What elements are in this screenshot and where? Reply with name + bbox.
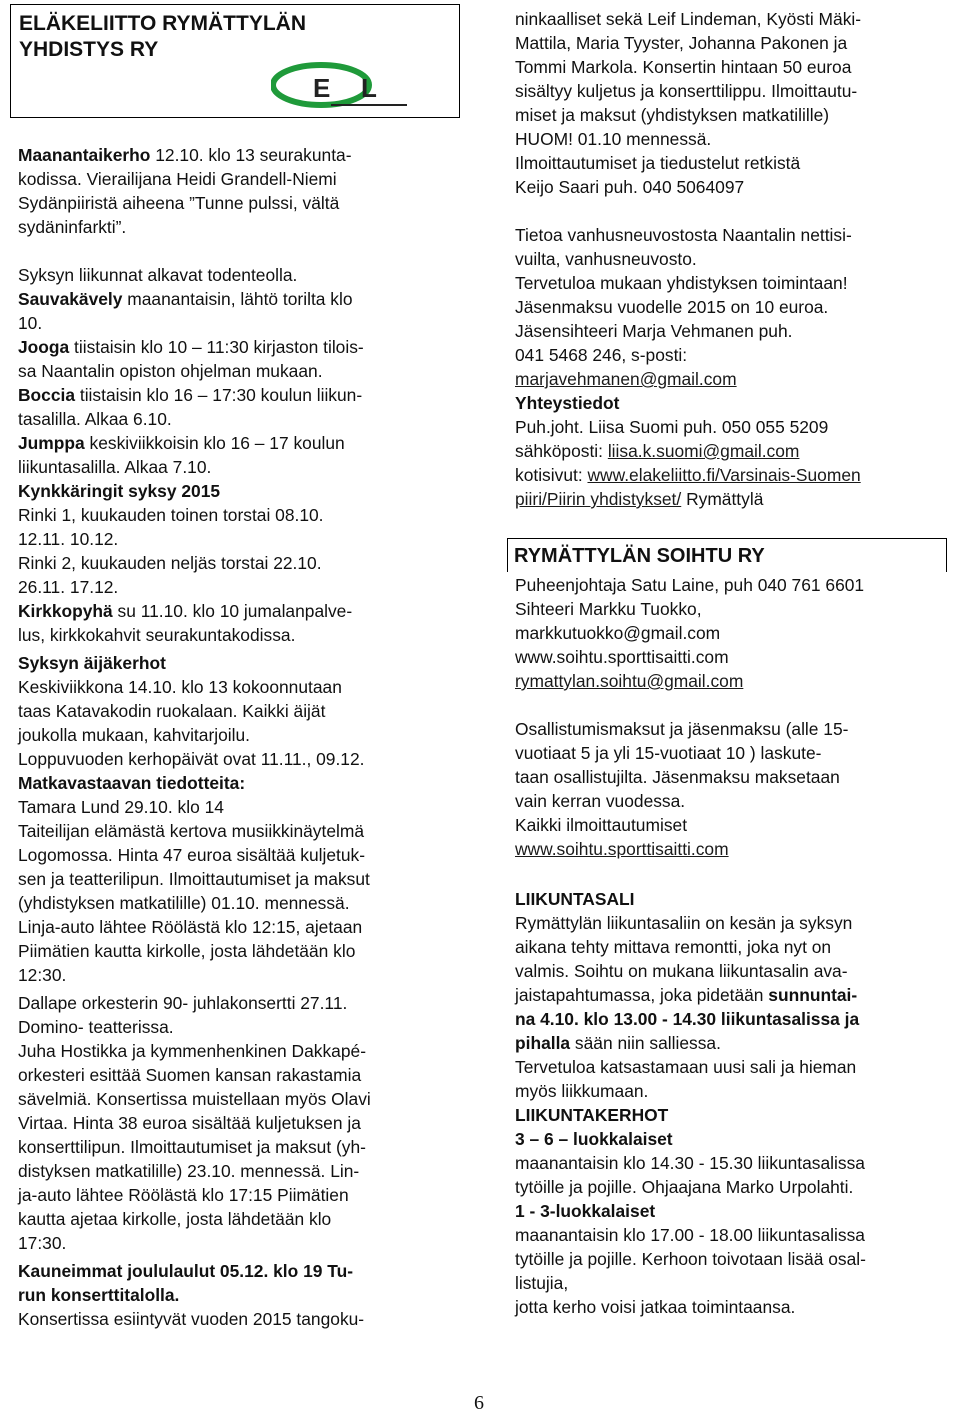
right-text-line: Mattila, Maria Tyyster, Johanna Pakonen ja <box>515 33 848 53</box>
right-text-line: Jäsenmaksu vuodelle 2015 on 10 euroa. <box>515 297 829 317</box>
link[interactable]: marjavehmanen@gmail.com <box>515 369 737 389</box>
soihtu-header-box <box>507 538 947 572</box>
right-text-line: maanantaisin klo 17.00 - 18.00 liikuntasalissa <box>515 1225 865 1245</box>
left-text-line: (yhdistyksen matkatilille) 01.10. mennessä. <box>18 893 350 913</box>
right-text-line: vuotiaat 5 ja yli 15-vuotiaat 10 ) laskute- <box>515 743 822 763</box>
left-text-line: 12.11. 10.12. <box>18 529 119 549</box>
right-text-line: na 4.10. klo 13.00 - 14.30 liikuntasalissa ja <box>515 1009 860 1029</box>
right-text-line: jotta kerho voisi jatkaa toimintaansa. <box>515 1297 796 1317</box>
left-text-line: tasalilla. Alkaa 6.10. <box>18 409 172 429</box>
right-text-line: sisältyy kuljetus ja konserttilippu. Ilmoittautu- <box>515 81 858 101</box>
association-header-box <box>10 4 460 118</box>
left-text-line: Kirkkopyhä su 11.10. klo 10 jumalanpalve- <box>18 601 353 621</box>
right-text-line: pihalla sään niin salliessa. <box>515 1033 721 1053</box>
left-text-line: distyksen matkatilille) 23.10. mennessä. Lin- <box>18 1161 360 1181</box>
right-text-line[interactable]: sähköposti: liisa.k.suomi@gmail.com <box>515 441 800 461</box>
left-text-line: kautta ajetaa kirkolle, josta lähdetään klo <box>18 1209 332 1229</box>
left-text-line: 17:30. <box>18 1233 67 1253</box>
right-text-line: LIIKUNTASALI <box>515 889 635 909</box>
link[interactable]: rymattylan.soihtu@gmail.com <box>515 671 744 691</box>
right-text-line: Jäsensihteeri Marja Vehmanen puh. <box>515 321 793 341</box>
right-text-line: Rymättylän liikuntasaliin on kesän ja syksyn <box>515 913 853 933</box>
left-text-line: Keskiviikkona 14.10. klo 13 kokoonnutaan <box>18 677 342 697</box>
left-text-line: Syksyn äijäkerhot <box>18 653 166 673</box>
left-text-line: Rinki 2, kuukauden neljäs torstai 22.10. <box>18 553 322 573</box>
soihtu-title: RYMÄTTYLÄN SOIHTU RY <box>514 545 765 567</box>
right-text-line: jaistapahtumassa, joka pidetään sunnuntai- <box>515 985 858 1005</box>
right-text-line[interactable]: piiri/Piirin yhdistykset/ Rymättylä <box>515 489 764 509</box>
link[interactable]: piiri/Piirin yhdistykset/ <box>515 489 682 509</box>
right-text-line[interactable] <box>515 368 737 390</box>
eläkeliitto-logo <box>271 61 411 109</box>
left-text-line: Dallape orkesterin 90- juhlakonsertti 27.11. <box>18 993 348 1013</box>
left-text-line: run konserttitalolla. <box>18 1285 180 1305</box>
left-text-line: sydäninfarkti”. <box>18 217 127 237</box>
header-title-line2: YHDISTYS RY <box>19 38 159 61</box>
right-text-line: vuilta, vanhusneuvosto. <box>515 249 697 269</box>
left-text-line: Juha Hostikka ja kymmenhenkinen Dakkapé- <box>18 1041 366 1061</box>
svg-text:E: E <box>313 73 331 103</box>
right-text-line: vain kerran vuodessa. <box>515 791 686 811</box>
right-text-line: miset ja maksut (yhdistyksen matkatilille) <box>515 105 830 125</box>
left-text-line: Syksyn liikunnat alkavat todenteolla. <box>18 265 298 285</box>
page-number: 6 <box>474 1392 484 1414</box>
left-text-line: Tamara Lund 29.10. klo 14 <box>18 797 224 817</box>
left-text-line: Linja-auto lähtee Röölästä klo 12:15, ajetaan <box>18 917 363 937</box>
left-text-line: liikuntasalilla. Alkaa 7.10. <box>18 457 212 477</box>
right-text-line[interactable]: kotisivut: www.elakeliitto.fi/Varsinais-Suomen <box>515 465 861 485</box>
left-text-line: Domino- teatterissa. <box>18 1017 174 1037</box>
left-text-line: sävelmiä. Konsertissa muistellaan myös Olavi <box>18 1089 371 1109</box>
left-text-line: Logomossa. Hinta 47 euroa sisältää kuljetuk- <box>18 845 366 865</box>
left-text-line: Konsertissa esiintyvät vuoden 2015 tangoku- <box>18 1309 365 1329</box>
left-text-line: 10. <box>18 313 43 333</box>
left-text-line: 12:30. <box>18 965 67 985</box>
right-text-line: listujia, <box>515 1273 569 1293</box>
right-text-line: Keijo Saari puh. 040 5064097 <box>515 177 745 197</box>
left-text-line: Matkavastaavan tiedotteita: <box>18 773 246 793</box>
right-text-line: taan osallistujilta. Jäsenmaksu maksetaan <box>515 767 840 787</box>
right-text-line: HUOM! 01.10 mennessä. <box>515 129 712 149</box>
left-text-line: Jooga tiistaisin klo 10 – 11:30 kirjaston tilois- <box>18 337 364 357</box>
left-text-line: kodissa. Vierailijana Heidi Grandell-Niemi <box>18 169 337 189</box>
svg-text:L: L <box>361 73 377 103</box>
left-text-line: Sydänpiiristä aiheena ”Tunne pulssi, vältä <box>18 193 340 213</box>
right-text-line: maanantaisin klo 14.30 - 15.30 liikuntasalissa <box>515 1153 865 1173</box>
right-text-line: aikana tehty mittava remontti, joka nyt on <box>515 937 832 957</box>
right-text-line[interactable] <box>515 838 729 860</box>
left-text-line: Taiteilijan elämästä kertova musiikkinäytelmä <box>18 821 365 841</box>
left-text-line: taas Katavakodin ruokalaan. Kaikki äijät <box>18 701 326 721</box>
right-text-line: Tietoa vanhusneuvostosta Naantalin nettisi- <box>515 225 852 245</box>
right-text-line: Yhteystiedot <box>515 393 620 413</box>
right-text-line: Osallistumismaksut ja jäsenmaksu (alle 15- <box>515 719 849 739</box>
right-text-line: 041 5468 246, s-posti: <box>515 345 688 365</box>
left-text-line: lus, kirkkokahvit seurakuntakodissa. <box>18 625 296 645</box>
right-text-line: tytöille ja pojille. Ohjaajana Marko Urpolahti. <box>515 1177 854 1197</box>
left-text-line: 26.11. 17.12. <box>18 577 119 597</box>
right-text-line: www.soihtu.sporttisaitti.com <box>515 647 729 667</box>
left-text-line: orkesteri esittää Suomen kansan rakastamia <box>18 1065 362 1085</box>
right-text-line: myös liikkumaan. <box>515 1081 649 1101</box>
right-text-line: LIIKUNTAKERHOT <box>515 1105 669 1125</box>
right-text-line: Puheenjohtaja Satu Laine, puh 040 761 6601 <box>515 575 865 595</box>
left-text-line: sen ja teatterilipun. Ilmoittautumiset ja maksut <box>18 869 370 889</box>
right-text-line: markkutuokko@gmail.com <box>515 623 721 643</box>
left-text-line: ja-auto lähtee Röölästä klo 17:15 Piimätien <box>18 1185 349 1205</box>
right-text-line: valmis. Soihtu on mukana liikuntasalin ava- <box>515 961 848 981</box>
left-text-line: Loppuvuoden kerhopäivät ovat 11.11., 09.12. <box>18 749 365 769</box>
left-text-line: Piimätien kautta kirkolle, josta lähdetään klo <box>18 941 356 961</box>
left-text-line: Jumppa keskiviikkoisin klo 16 – 17 koulun <box>18 433 345 453</box>
left-text-line: sa Naantalin opiston ohjelman mukaan. <box>18 361 323 381</box>
right-text-line: tytöille ja pojille. Kerhoon toivotaan lisää osal- <box>515 1249 866 1269</box>
left-text-line: Maanantaikerho 12.10. klo 13 seurakunta- <box>18 145 352 165</box>
right-text-line: 1 - 3-luokkalaiset <box>515 1201 656 1221</box>
left-text-line: Boccia tiistaisin klo 16 – 17:30 koulun liikun- <box>18 385 363 405</box>
left-text-line: konserttilipun. Ilmoittautumiset ja maksut (yh- <box>18 1137 366 1157</box>
link[interactable]: www.elakeliitto.fi/Varsinais-Suomen <box>587 465 861 485</box>
left-text-line: Sauvakävely maanantaisin, lähtö torilta klo <box>18 289 353 309</box>
right-text-line: Tommi Markola. Konsertin hintaan 50 euroa <box>515 57 852 77</box>
right-text-line: ninkaalliset sekä Leif Lindeman, Kyösti Mäki- <box>515 9 862 29</box>
right-text-line: Kaikki ilmoittautumiset <box>515 815 688 835</box>
right-text-line: 3 – 6 – luokkalaiset <box>515 1129 673 1149</box>
right-text-line: Tervetuloa katsastamaan uusi sali ja hieman <box>515 1057 857 1077</box>
link[interactable]: liisa.k.suomi@gmail.com <box>607 441 800 461</box>
link[interactable]: www.soihtu.sporttisaitti.com <box>515 839 729 859</box>
left-text-line: Kynkkäringit syksy 2015 <box>18 481 221 501</box>
right-text-line: Ilmoittautumiset ja tiedustelut retkistä <box>515 153 801 173</box>
left-text-line: Kauneimmat joululaulut 05.12. klo 19 Tu- <box>18 1261 353 1281</box>
right-text-line[interactable] <box>515 670 743 692</box>
right-text-line: Puh.joht. Liisa Suomi puh. 050 055 5209 <box>515 417 829 437</box>
right-text-line: Tervetuloa mukaan yhdistyksen toimintaan! <box>515 273 848 293</box>
left-text-line: joukolla mukaan, kahvitarjoilu. <box>18 725 250 745</box>
left-text-line: Rinki 1, kuukauden toinen torstai 08.10. <box>18 505 324 525</box>
left-text-line: Virtaa. Hinta 38 euroa sisältää kuljetuksen ja <box>18 1113 361 1133</box>
right-text-line: Sihteeri Markku Tuokko, <box>515 599 702 619</box>
header-title-line1: ELÄKELIITTO RYMÄTTYLÄN <box>19 12 306 35</box>
